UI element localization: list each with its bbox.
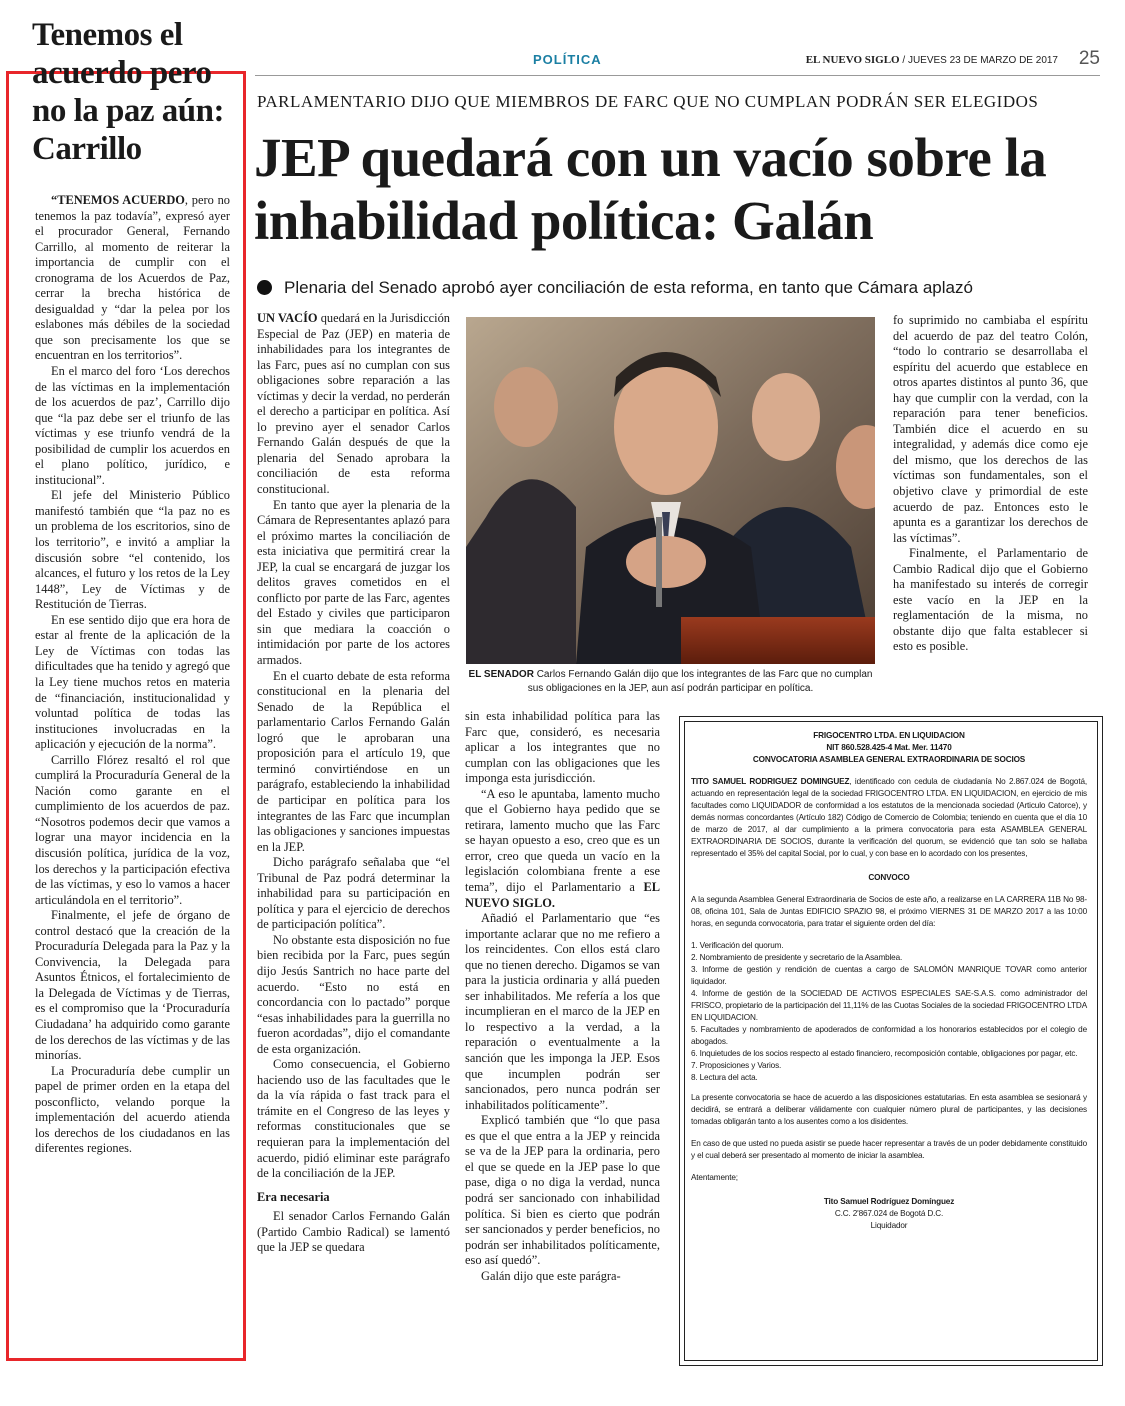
sidebar-paragraph: La Procuraduría debe cumplir un papel de primer orden en la etapa del posconflicto, velando porque la implementación del acuerdo atienda los derechos de los ciudadanos en las diferentes regiones. xyxy=(35,1063,230,1156)
section-name: POLÍTICA xyxy=(533,52,602,67)
signer-id: C.C. 2'867.024 de Bogotá D.C. xyxy=(834,1209,944,1218)
legal-notice xyxy=(684,721,1098,1361)
agenda-item: 7. Proposiciones y Varios. xyxy=(691,1061,782,1070)
paper-mention: EL NUEVO SIGLO. xyxy=(465,880,660,910)
agenda-item: 6. Inquietudes de los socios respecto al estado financiero, recomposición contable, obligaciones por pagar, etc. xyxy=(691,1049,1078,1058)
issue-date: / JUEVES 23 DE MARZO DE 2017 xyxy=(899,55,1058,66)
article-paragraph: No obstante esta disposición no fue bien recibida por la Farc, pues según dijo Jesús Santrich no hace parte del acuerdo. “Esto no está en concordancia con lo pactado” porque “esas inhabilidades para la guerrilla no fueron acordadas”, dijo el comandante de esta organización. xyxy=(257,932,450,1056)
agenda-item: 8. Lectura del acta. xyxy=(691,1073,758,1082)
article-paragraph: “A eso le apuntaba, lamento mucho que el Gobierno haya pedido que se retirara, lamento mucho que las Farc se hayan opuesto a eso, creo que es un error, creo que queda un vacío en la legislación colombiana frente a ese tema”, dijo el Parlamentario a EL NUEVO SIGLO. xyxy=(465,786,660,910)
notice-nit: NIT 860.528.425-4 Mat. Mer. 11470 xyxy=(826,743,952,752)
sidebar-paragraph: Finalmente, el jefe de órgano de control destacó que la creación de la Procuraduría Delegada para la Paz y la Convivencia, la Delegada para Asuntos Étnicos, el fortalecimiento de la Delegada de Víctimas y de Tierras, es el compromiso que la ‘Procuraduría Ciudadana’ ha adquirido como garante de los derechos de las víctimas y de las minorías. xyxy=(35,908,230,1063)
sidebar-body xyxy=(35,193,230,1157)
caption-lead: EL SENADOR xyxy=(468,669,534,680)
notice-intro-name: TITO SAMUEL RODRIGUEZ DOMINGUEZ xyxy=(691,777,850,786)
page-number: 25 xyxy=(1078,48,1100,69)
paper-name: EL NUEVO SIGLO xyxy=(805,54,900,66)
article-paragraph: El senador Carlos Fernando Galán (Partido Cambio Radical) se lamentó que la JEP se quedara xyxy=(257,1209,450,1255)
article-paragraph: Dicho parágrafo señalaba que “el Tribunal de Paz podrá determinar la inhabilidad para su participación en política y para el ejercicio de derechos de participación política”. xyxy=(257,855,450,932)
notice-signature xyxy=(691,1196,1087,1232)
article-kicker: PARLAMENTARIO DIJO QUE MIEMBROS DE FARC QUE NO CUMPLAN PODRÁN SER ELEGIDOS xyxy=(257,92,1039,111)
agenda-item: 1. Verificación del quorum. xyxy=(691,941,784,950)
article-column-2 xyxy=(465,709,660,1346)
agenda-item: 4. Informe de gestión de la SOCIEDAD DE ACTIVOS ESPECIALES SAE-S.A.S. como administrador del FRISCO, propietario de la participación del 11,11% de las Cuotas Sociales de la sociedad FRIGOCENTRO LTDA EN LIQUIDACION. xyxy=(691,989,1087,1022)
photo-caption: EL SENADOR Carlos Fernando Galán dijo que los integrantes de las Farc que no cumplan sus obligaciones en la JEP, aun así podrán participar en política. xyxy=(468,669,873,694)
paper-dateline xyxy=(806,54,1058,66)
sidebar-title: Tenemos el acuerdo pero no la paz aún: Carrillo xyxy=(32,17,224,167)
sidebar-paragraph: El jefe del Ministerio Público manifestó también que “la paz no es un problema de los escritorios, sino de los territorio”, e invitó a ampliar la discusión sobre “el contenido, los alcances, el futuro y los retos de la Ley 1448”, Ley de Víctimas y de Restitución de Tierras. xyxy=(35,488,230,612)
article-subtitle: Era necesaria xyxy=(257,1189,330,1204)
article-paragraph: fo suprimido no cambiaba el espíritu del acuerdo de paz del teatro Colón, “todo lo contrario se desarrollaba el espíritu del acuerdo que establece en otros apartes distintos al punto 36, que hay que cumplir con la verdad, con la reparación para tener beneficios. También dice el acuerdo en su integralidad, y además dice como eje del mismo, que los derechos de las víctimas son fundamentales, son el objetivo clave y primordial de este acuerdo de paz. Entonces esto le apunta es a garantizar los derechos de las víctimas”. xyxy=(893,313,1088,545)
article-paragraph: UN VACÍO quedará en la Jurisdicción Especial de Paz (JEP) en materia de inhabilidades para los integrantes de las Farc, pues así no cumplan con sus obligaciones sobre reparación a las víctimas y decir la verdad, no perderán el derecho a participar en política. Así lo previno ayer el senador Carlos Fernando Galán después de que la plenaria del Senado aprobara la conciliación de esta reforma constitucional. xyxy=(257,311,450,497)
article-lead: UN VACÍO xyxy=(257,311,318,325)
article-paragraph: Como consecuencia, el Gobierno haciendo uso de las facultades que le da la vía rápida o fast track para el trámite en el Congreso de las leyes y reformas constitucionales que se requieran para la implementación del acuerdo, pidió eliminar este parágrafo de la conciliación de la JEP. xyxy=(257,1057,450,1181)
article-column-3 xyxy=(893,313,1088,703)
notice-call: A la segunda Asamblea General Extraordinaria de Socios de este año, a realizarse en LA CARRERA 11B No 98-08, oficina 101, Sala de Juntas EDIFICIO SPAZIO 98, el próximo VIERNES 31 DE MARZO 2017 a las 10:00 horas, en segunda convocatoria, para tratar el siguiente orden del día: xyxy=(691,895,1087,928)
agenda-item: 3. Informe de gestión y rendición de cuentas a cargo de SALOMÓN MANRIQUE TOVAR como anterior liquidador. xyxy=(691,965,1087,986)
notice-closing: Atentamente; xyxy=(691,1173,738,1182)
notice-company: FRIGOCENTRO LTDA. EN LIQUIDACION xyxy=(813,731,965,740)
signer-name: Tito Samuel Rodríguez Domínguez xyxy=(823,1197,955,1206)
sidebar-paragraph: En el marco del foro ‘Los derechos de las víctimas en la implementación de los acuerdos de paz’, Carrillo dijo que “la paz debe ser el triunfo de las víctimas y ese triunfo vendrá de la posibilidad de cumplir los acuerdos en el plano político, jurídico, e institucional”. xyxy=(35,364,230,487)
article-paragraph: En el cuarto debate de esta reforma constitucional en la plenaria del Senado de la República el parlamentario Carlos Fernando Galán logró que le aprobaran una proposición para el artículo 19, que terminó convirtiéndose en un parágrafo, estableciendo la inhabilidad de participar en política para los integrantes de las Farc que incumplan las obligaciones y sanciones impuestas en la JEP. xyxy=(257,668,450,854)
notice-note: En caso de que usted no pueda asistir se puede hacer representar a través de un poder debidamente constituido y el cual deberá ser presentado al momento de iniciar la asamblea. xyxy=(691,1139,1087,1160)
notice-agenda xyxy=(691,940,1087,1084)
article-photo xyxy=(466,317,875,664)
signer-role: Liquidador xyxy=(870,1221,908,1230)
notice-note: La presente convocatoria se hace de acuerdo a las disposiciones estatutarias. En esta asamblea se sesionará y decidirá, se entrará a deliberar válidamente con cualquier número plural de participantes, y las decisiones tomadas obligarán tanto a los ausentes como a los disidentes. xyxy=(691,1093,1087,1126)
agenda-item: 2. Nombramiento de presidente y secretario de la Asamblea. xyxy=(691,953,903,962)
sidebar-paragraph: Carrillo Flórez resaltó el rol que cumplirá la Procuraduría General de la Nación como garante en el cumplimiento de los acuerdos de paz. “Nosotros podemos decir que vamos a lograr una mayor incidencia en la discusión política, jurídica de la voz, los derechos y la participación efectiva de las víctimas, y eso lo vamos a hacer articulándola en el territorio”. xyxy=(35,752,230,907)
article-column-1 xyxy=(257,311,450,1346)
article-headline: JEP quedará con un vacío sobre la inhabilidad política: Galán xyxy=(254,127,1047,251)
notice-heading: CONVOCATORIA ASAMBLEA GENERAL EXTRAORDINARIA DE SOCIOS xyxy=(752,755,1026,764)
bullet-icon xyxy=(257,280,272,295)
sidebar-paragraph: En ese sentido dijo que era hora de estar al frente de la aplicación de la Ley de Víctimas con todas las dificultades que ha tenido y agregó que la Ley tiene muchos retos en materia de “financiación, institucionalidad y voluntad política de todas las instituciones involucradas en la aplicación y ejecución de la norma”. xyxy=(35,612,230,752)
article-paragraph: Explicó también que “lo que pasa es que el que entra a la JEP y reincida se va de la JEP para la ordinaria, pero el que se quede en la JEP pase lo que pase, diga o no diga la verdad, nunca podrá ser sancionado con inhabilidad política. Si bien es cierto que podrán ser sancionados y perder beneficios, no podrán ser inhabilitados políticamente, eso así quedó”. xyxy=(465,1113,660,1268)
notice-header xyxy=(691,730,1087,766)
sidebar-lead: “TENEMOS ACUERDO xyxy=(51,193,185,207)
masthead xyxy=(255,48,1100,76)
article-subhead: Plenaria del Senado aprobó ayer conciliación de esta reforma, en tanto que Cámara aplazó xyxy=(257,278,1107,298)
article-paragraph: En tanto que ayer la plenaria de la Cámara de Representantes aplazó para el próximo martes la conciliación de esta iniciativa que permitirá crear la JEP, la cual se encargará de juzgar los delitos graves cometidos en el conflicto por parte de las Farc, agentes del Estado y civiles que participaron sin que mediara la coacción o intimidación por parte de los actores armados. xyxy=(257,497,450,668)
agenda-item: 5. Facultades y nombramiento de apoderados de conformidad a los honorarios establecidos por el colegio de abogados. xyxy=(691,1025,1087,1046)
article-paragraph: Finalmente, el Parlamentario de Cambio Radical dijo que el Gobierno ha manifestado su interés de corregir este vacío en la JEP en la reglamentación de la misma, no obstante dijo que falta establecer si esto es posible. xyxy=(893,546,1088,654)
notice-intro: TITO SAMUEL RODRIGUEZ DOMINGUEZ, identificado con cedula de ciudadanía No 2.867.024 de Bogotá, actuando en representación legal de la sociedad FRIGOCENTRO LTDA. EN LIQUIDACION, en ejercicio de mis facultades como LIQUIDADOR de conformidad a los estatutos de la mencionada sociedad (Articulo Catorce), y demás normas concordantes (Artículo 182) Código de Comercio de Colombia; teniendo en cuenta que el día 10 de marzo de 2017, al dar cumplimiento a la primera convocatoria para esta ASAMBLEA GENERAL EXTRAORDINARIA DE SOCIOS, durante la verificación del quorum, se evidenció que tan solo se hallaba representado el 35% del capital Social, por lo cual, y con base en lo acordado con los presentes, xyxy=(691,777,1087,858)
sidebar-paragraph: “TENEMOS ACUERDO, pero no tenemos la paz todavía”, expresó ayer el procurador General, Fernando Carrillo, al momento de reiterar la importancia de cumplir con el cronograma de los Acuerdos de Paz, cerrar la brecha histórica de desigualdad y “dar la pelea por los eslabones más débiles de la sociedad que son precisamente los que se encuentran en los territorios”. xyxy=(35,193,231,363)
article-paragraph: Galán dijo que este parágra- xyxy=(481,1268,621,1283)
article-paragraph: Añadió el Parlamentario que “es importante aclarar que no me refiero a los reincidentes. Con ellos está claro que no tienen derecho. Digamos se van para la justicia ordinaria y allá pueden ser inhabilitados. Me refería a los que incumplieran en el marco de la JEP en lo respectivo a la verdad, a la reparación o eventualmente a la sanción que les imponga la JEP. Esos que incumplen podrán ser sancionados, pero nunca podrán ser inhabilitados políticamente”. xyxy=(465,911,660,1112)
article-paragraph: sin esta inhabilidad política para las Farc que, consideró, es necesaria aplicar a los integrantes que no cumplan con las obligaciones que les imponga esta jurisdicción. xyxy=(465,709,660,786)
notice-convoco: CONVOCO xyxy=(868,873,910,882)
